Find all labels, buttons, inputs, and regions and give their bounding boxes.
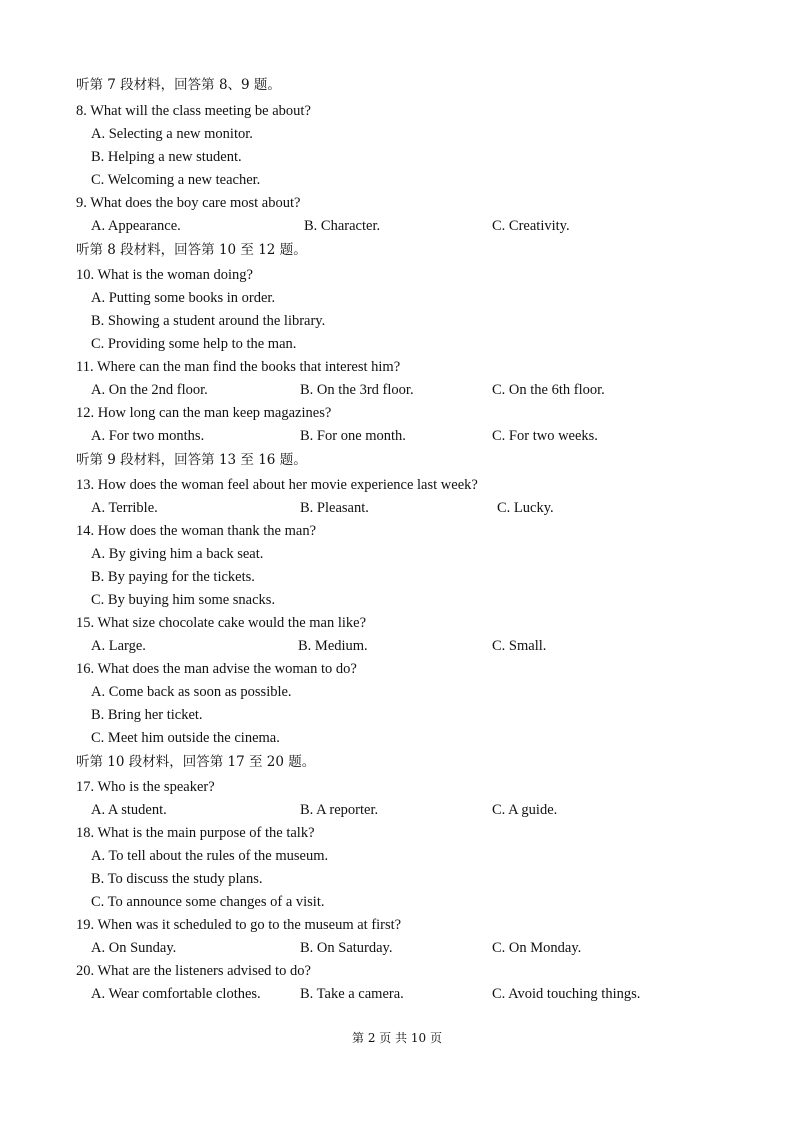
answer-option: A. For two months. (91, 428, 205, 444)
answer-option: C. On the 6th floor. (492, 382, 605, 398)
answer-option: C. Providing some help to the man. (91, 336, 297, 352)
answer-option: C. For two weeks. (492, 428, 598, 444)
answer-options-row (0, 799, 794, 821)
answer-option: B. Character. (304, 218, 381, 234)
answer-option: C. Welcoming a new teacher. (91, 172, 261, 188)
section-heading: 听第 7 段材料，回答第 8、9 题。 (76, 77, 281, 93)
question-stem: 11. Where can the man find the books that interest him? (76, 359, 401, 375)
answer-option: B. To discuss the study plans. (91, 871, 263, 887)
answer-option: A. Putting some books in order. (91, 290, 276, 306)
answer-option: A. A student. (91, 802, 167, 818)
answer-option: A. Wear comfortable clothes. (91, 986, 261, 1002)
section-heading: 听第 10 段材料，回答第 17 至 20 题。 (76, 754, 316, 770)
question-stem: 15. What size chocolate cake would the man like? (76, 615, 367, 631)
question-stem: 18. What is the main purpose of the talk? (76, 825, 315, 841)
question-stem: 8. What will the class meeting be about? (76, 103, 311, 119)
answer-option: B. On the 3rd floor. (300, 382, 414, 398)
page-number-footer: 第 2 页 共 10 页 (352, 1031, 442, 1045)
answer-option: B. Take a camera. (300, 986, 404, 1002)
question-stem: 14. How does the woman thank the man? (76, 523, 317, 539)
question-stem: 20. What are the listeners advised to do? (76, 963, 311, 979)
answer-option: B. Helping a new student. (91, 149, 242, 165)
section-heading: 听第 9 段材料，回答第 13 至 16 题。 (76, 452, 307, 468)
answer-option: C. By buying him some snacks. (91, 592, 276, 608)
answer-option: C. To announce some changes of a visit. (91, 894, 325, 910)
answer-options-row (0, 635, 794, 657)
section-heading: 听第 8 段材料，回答第 10 至 12 题。 (76, 242, 307, 258)
answer-option: B. Medium. (298, 638, 368, 654)
answer-option: C. Avoid touching things. (492, 986, 641, 1002)
answer-options-row (0, 983, 794, 1005)
answer-option: B. Bring her ticket. (91, 707, 203, 723)
answer-option: C. Small. (492, 638, 547, 654)
answer-option: B. On Saturday. (300, 940, 393, 956)
answer-option: A. On the 2nd floor. (91, 382, 208, 398)
answer-option: B. By paying for the tickets. (91, 569, 255, 585)
answer-option: A. Selecting a new monitor. (91, 126, 253, 142)
answer-option: C. Meet him outside the cinema. (91, 730, 280, 746)
answer-options-row (0, 497, 794, 519)
question-stem: 10. What is the woman doing? (76, 267, 253, 283)
answer-option: A. By giving him a back seat. (91, 546, 264, 562)
question-stem: 13. How does the woman feel about her movie experience last week? (76, 477, 478, 493)
question-stem: 16. What does the man advise the woman to do? (76, 661, 357, 677)
answer-option: A. Appearance. (91, 218, 181, 234)
answer-option: A. Large. (91, 638, 146, 654)
answer-option: B. A reporter. (300, 802, 379, 818)
answer-option: A. To tell about the rules of the museum. (91, 848, 329, 864)
answer-option: A. Terrible. (91, 500, 158, 516)
question-stem: 12. How long can the man keep magazines? (76, 405, 332, 421)
question-stem: 19. When was it scheduled to go to the museum at first? (76, 917, 402, 933)
answer-option: A. On Sunday. (91, 940, 177, 956)
answer-options-row (0, 215, 794, 237)
answer-option: B. Showing a student around the library. (91, 313, 326, 329)
answer-option: C. On Monday. (492, 940, 582, 956)
answer-options-row (0, 379, 794, 401)
answer-option: B. Pleasant. (300, 500, 369, 516)
answer-option: B. For one month. (300, 428, 406, 444)
answer-option: C. A guide. (492, 802, 558, 818)
answer-options-row (0, 425, 794, 447)
answer-option: C. Creativity. (492, 218, 570, 234)
question-stem: 9. What does the boy care most about? (76, 195, 301, 211)
answer-option: C. Lucky. (497, 500, 554, 516)
answer-options-row (0, 937, 794, 959)
answer-option: A. Come back as soon as possible. (91, 684, 292, 700)
question-stem: 17. Who is the speaker? (76, 779, 215, 795)
